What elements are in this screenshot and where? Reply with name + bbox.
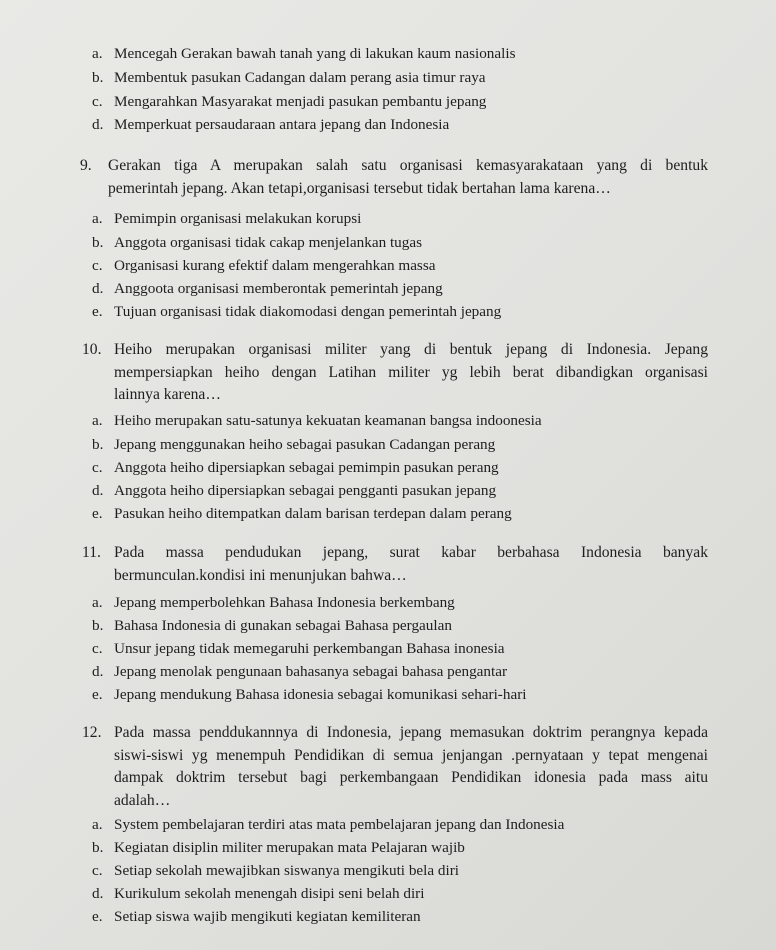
q8-option-a: a. Mencegah Gerakan bawah tanah yang di lakukan kaum nasionalis [92,45,516,62]
question-11 [82,542,708,587]
q10-option-d: d. Anggota heiho dipersiapkan sebagai pengganti pasukan jepang [92,482,497,499]
q11-option-e: e. Jepang mendukung Bahasa idonesia sebagai komunikasi sehari-hari [92,686,527,703]
question-text-line: mempersiapkan heiho dengan Latihan militer yg lebih berat dibandigkan organisasi [114,363,708,381]
question-text-line: Pada massa penddukannnya di Indonesia, jepang memasukan doktrim perangnya kepada [114,724,708,741]
question-10 [82,339,708,407]
question-number: 12. [82,724,102,741]
q10-option-b: b. Jepang menggunakan heiho sebagai pasukan Cadangan perang [92,436,496,453]
q9-option-d: d. Anggoota organisasi memberontak pemerintah jepang [92,280,443,297]
q12-option-b: b. Kegiatan disiplin militer merupakan mata Pelajaran wajib [92,839,465,856]
q11-option-b: b. Bahasa Indonesia di gunakan sebagai Bahasa pergaulan [92,617,452,634]
q8-option-d: d. Memperkuat persaudaraan antara jepang dan Indonesia [92,116,450,133]
q10-option-e: e. Pasukan heiho ditempatkan dalam barisan terdepan dalam perang [92,505,512,522]
q10-option-a: a. Heiho merupakan satu-satunya kekuatan keamanan bangsa indoonesia [92,412,542,429]
question-text-line: dampak doktrim tersebut bagi perkembangaan Pendidikan idonesia pada mass aitu [114,769,708,786]
q8-option-b: b. Membentuk pasukan Cadangan dalam perang asia timur raya [92,69,486,86]
q9-option-a: a. Pemimpin organisasi melakukan korupsi [92,210,362,227]
q12-option-a: a. System pembelajaran terdiri atas mata pembelajaran jepang dan Indonesia [92,816,565,833]
q11-option-d: d. Jepang menolak pengunaan bahasanya sebagai bahasa pengantar [92,663,508,680]
q11-option-c: c. Unsur jepang tidak memegaruhi perkembangan Bahasa inonesia [92,640,505,657]
question-number: 11. [82,544,101,561]
q12-option-e: e. Setiap siswa wajib mengikuti kegiatan kemiliteran [92,908,421,925]
q8-option-c: c. Mengarahkan Masyarakat menjadi pasukan pembantu jepang [92,93,487,110]
question-text-line: siswi-siswi yg menempuh Pendidikan di semua jenjangan .pernyataan y tepat mengenai [114,746,708,764]
question-text-line: Pada massa pendudukan jepang, surat kabar berbahasa Indonesia banyak [114,544,708,561]
q11-option-a: a. Jepang memperbolehkan Bahasa Indonesia berkembang [92,594,455,611]
question-12 [82,722,708,812]
q9-option-c: c. Organisasi kurang efektif dalam mengerahkan massa [92,257,436,274]
question-text-line: bermunculan.kondisi ini menunjukan bahwa… [114,566,407,584]
question-number: 9. [80,157,92,174]
question-text-line: Heiho merupakan organisasi militer yang di bentuk jepang di Indonesia. Jepang [114,341,708,358]
question-text-line: pemerintah jepang. Akan tetapi,organisasi tersebut tidak bertahan lama karena… [108,179,611,197]
q12-option-d: d. Kurikulum sekolah menengah disipi seni belah diri [92,885,425,902]
q12-option-c: c. Setiap sekolah mewajibkan siswanya mengikuti bela diri [92,862,460,879]
q10-option-c: c. Anggota heiho dipersiapkan sebagai pemimpin pasukan perang [92,459,499,476]
q9-option-e: e. Tujuan organisasi tidak diakomodasi dengan pemerintah jepang [92,303,502,320]
question-text-line: lainnya karena… [114,386,221,403]
question-number: 10. [82,341,102,358]
question-9 [80,155,708,200]
q9-option-b: b. Anggota organisasi tidak cakap menjelankan tugas [92,234,423,251]
question-text-line: Gerakan tiga A merupakan salah satu organisasi kemasyarakataan yang di bentuk [108,157,708,174]
question-text-line: adalah… [114,791,171,809]
